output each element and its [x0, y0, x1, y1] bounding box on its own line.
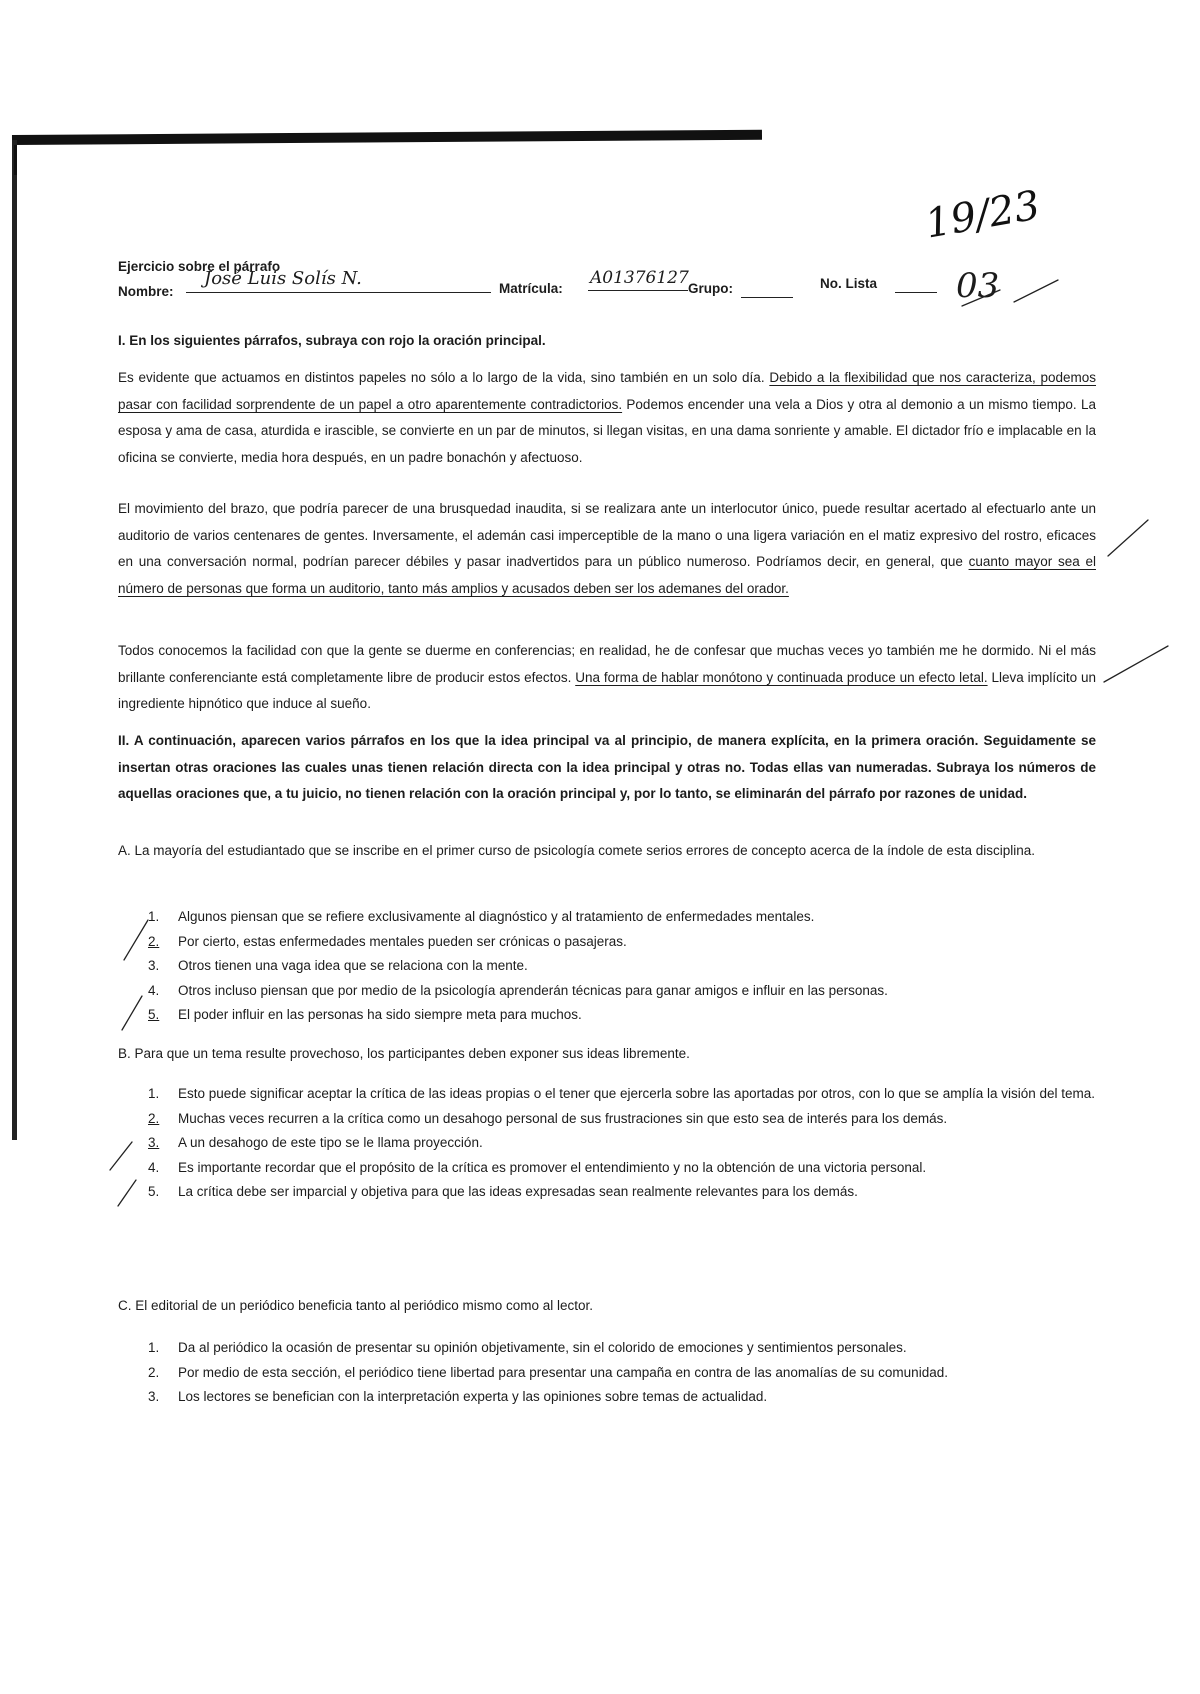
matricula-value: A01376127 — [590, 268, 689, 288]
check-mark — [1014, 280, 1058, 302]
exercise-c-list — [118, 1336, 1096, 1410]
check-mark — [1108, 520, 1148, 556]
page-title: Ejercicio sobre el párrafo — [118, 259, 281, 274]
matricula-label: Matrícula: — [499, 281, 563, 296]
list-item: 5. La crítica debe ser imparcial y objetiva para que las ideas expresadas sean realmente relevantes para los demás. — [148, 1184, 858, 1199]
main-sentence-underline-2: cuanto mayor sea el número de personas que forma un auditorio, tanto más amplios y acusados deben ser los ademanes del orador. — [118, 554, 1096, 596]
underlined-number: 2. — [148, 1110, 160, 1126]
underlined-number: 3. — [148, 1135, 160, 1150]
list-item: 5. El poder influir en las personas ha sido siempre meta para muchos. — [118, 1003, 1096, 1028]
list-item: 3. Los lectores se benefician con la interpretación experta y las opiniones sobre temas de actualidad. — [148, 1389, 768, 1404]
list-item: 3. Otros tienen una vaga idea que se relaciona con la mente. — [148, 958, 528, 973]
list-item: 1. Esto puede significar aceptar la crítica de las ideas propias o el tener que ejercerla sobre las aportadas por otros, con lo que se amplía la visión del tema. — [148, 1086, 1096, 1101]
scan-artifact-edge — [12, 140, 17, 1140]
section-2-heading: II. A continuación, aparecen varios párrafos en los que la idea principal va al principio, de manera explícita, en la primera oración. Seguidamente se insertan otras oraciones las cuales unas tienen relación directa con la idea principal y otras no. Todas ellas van numeradas. Subraya los números de aquellas oraciones que, a tu juicio, no tienen relación con la oración principal y, por lo tanto, se eliminarán del párrafo por razones de unidad. — [118, 733, 1096, 801]
list-item: 2. Por cierto, estas enfermedades mentales pueden ser crónicas o pasajeras. — [118, 930, 1096, 955]
exercise-a-intro: A. La mayoría del estudiantado que se inscribe en el primer curso de psicología comete serios errores de concepto acerca de la índole de esta disciplina. — [118, 843, 1036, 858]
exercise-a-list — [118, 905, 1096, 1028]
handwritten-score: 19/23 — [921, 182, 1044, 248]
scan-artifact-bar — [12, 130, 762, 145]
main-sentence-underline-1: Debido a la flexibilidad que nos caracteriza, podemos pasar con facilidad sorprendente de un papel a otro aparentemente contradictorios. — [118, 370, 1096, 412]
name-value: José Luis Solís N. — [204, 268, 362, 289]
scan-artifact-tick — [14, 145, 17, 175]
check-mark — [1104, 646, 1168, 682]
exercise-c-intro: C. El editorial de un periódico beneficia tanto al periódico mismo como al lector. — [118, 1298, 593, 1313]
list-item: 4. Otros incluso piensan que por medio de la psicología aprenderán técnicas para ganar amigos e influir en las personas. — [148, 982, 888, 998]
lista-label: No. Lista — [820, 276, 878, 291]
list-item: 2. Por medio de esta sección, el periódico tiene libertad para presentar una campaña en contra de las anomalías de su comunidad. — [148, 1364, 948, 1380]
main-sentence-underline-3: Una forma de hablar monótono y continuada produce un efecto letal. — [575, 669, 988, 685]
underlined-number: 5. — [148, 1007, 160, 1022]
exercise-b-list — [118, 1082, 1096, 1205]
name-field — [186, 268, 491, 296]
matricula-field — [588, 268, 689, 294]
grupo-label: Grupo: — [688, 281, 733, 296]
underlined-number: 2. — [148, 933, 160, 949]
list-item: 1. Da al periódico la ocasión de presentar su opinión objetivamente, sin el colorido de emociones y sentimientos personales. — [148, 1340, 907, 1355]
name-label: Nombre: — [118, 284, 174, 299]
paragraph-3: Todos conocemos la facilidad con que la gente se duerme en conferencias; en realidad, he de confesar que muchas veces yo también me he dormido. Ni el más brillante conferenciante está completamente libre de producir estos efectos. Una forma de hablar monótono y continuada produce un efecto letal. Lleva implícito un ingrediente hipnótico que induce al sueño. — [118, 643, 1096, 711]
list-item: 3. A un desahogo de este tipo se le llama proyección. — [118, 1131, 1096, 1156]
list-item: 1. Algunos piensan que se refiere exclusivamente al diagnóstico y al tratamiento de enfermedades mentales. — [148, 909, 815, 924]
paragraph-2: El movimiento del brazo, que podría parecer de una brusquedad inaudita, si se realizara ante un interlocutor único, puede resultar acertado al efectuarlo ante un auditorio de varios centenares de gentes. Inversamente, el ademán casi imperceptible de la mano o una ligera variación en el matiz expresivo del rostro, eficaces en una conversación normal, podrían parecer débiles y pasar inadvertidos para un público numeroso. Podríamos decir, en general, que cuanto mayor sea el número de personas que forma un auditorio, tanto más amplios y acusados deben ser los ademanes del orador. — [118, 501, 1096, 596]
list-number-value: 03 — [956, 266, 1000, 306]
paragraph-1: Es evidente que actuamos en distintos papeles no sólo a lo largo de la vida, sino también en un solo día. Debido a la flexibilidad que nos caracteriza, podemos pasar con facilidad sorprendente de un papel a otro aparentemente contradictorios. Podemos encender una vela a Dios y otra al demonio a un mismo tiempo. La esposa y ama de casa, aturdida e irascible, se convierte en un par de minutos, si llegan visitas, en una dama sonriente y amable. El dictador frío e implacable en la oficina se convierte, media hora después, en un padre bonachón y afectuoso. — [118, 370, 1096, 465]
list-item: 2. Muchas veces recurren a la crítica como un desahogo personal de sus frustraciones sin que esto sea de interés para los demás. — [118, 1107, 1096, 1132]
list-item: 4. Es importante recordar que el propósito de la crítica es promover el entendimiento y no la obtención de una victoria personal. — [148, 1159, 927, 1175]
exercise-b-intro: B. Para que un tema resulte provechoso, los participantes deben exponer sus ideas libremente. — [118, 1046, 690, 1061]
section-1-heading: I. En los siguientes párrafos, subraya con rojo la oración principal. — [118, 333, 546, 348]
